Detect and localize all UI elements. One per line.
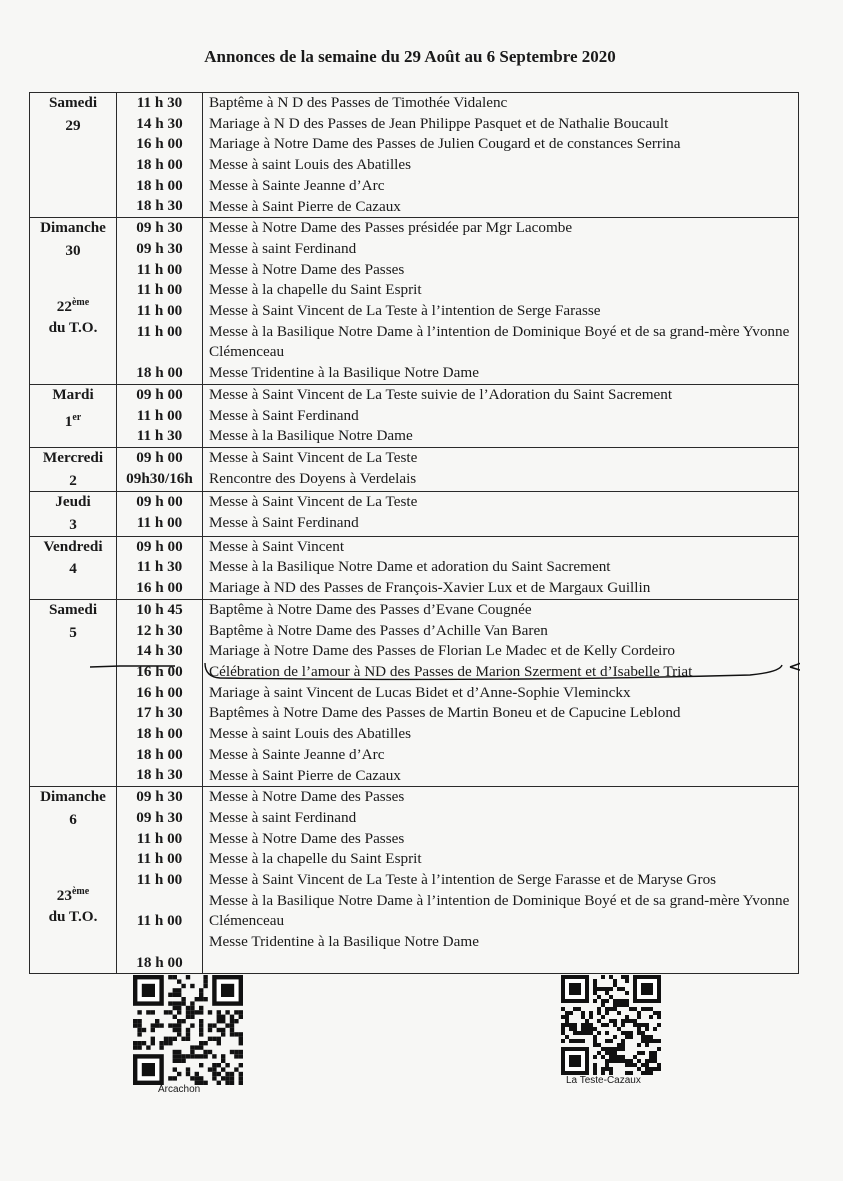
times-cell	[117, 93, 203, 218]
event-description: Célébration de l’amour à ND des Passes de Marion Szerment et d’Isabelle Triat	[209, 662, 693, 680]
event-description: Mariage à Notre Dame des Passes de Julien Cougard et de constances Serrina	[209, 135, 681, 153]
day-name: Jeudi	[55, 493, 91, 511]
event-description: Mariage à N D des Passes de Jean Philippe Pasquet et de Nathalie Boucault	[209, 114, 669, 132]
event-description: Messe à Saint Vincent de La Teste	[209, 493, 418, 511]
event-time: 11 h 00	[136, 870, 183, 888]
day-row	[30, 218, 799, 385]
times-cell	[117, 787, 203, 974]
event-time: 11 h 00	[136, 301, 183, 319]
day-cell	[30, 536, 117, 599]
event-time: 09 h 30	[136, 808, 183, 826]
event-description: Messe à Notre Dame des Passes	[209, 829, 405, 847]
times-cell	[117, 218, 203, 385]
event-time: 11 h 30	[136, 558, 183, 576]
event-time: 09h30/16h	[126, 469, 193, 487]
event-time: 18 h 00	[136, 745, 183, 763]
event-time: 16 h 00	[136, 135, 183, 153]
event-description: Messe à Sainte Jeanne d’Arc	[209, 745, 385, 763]
event-time: 14 h 30	[136, 642, 183, 660]
event-time	[117, 932, 202, 953]
event-time: 11 h 00	[136, 850, 183, 868]
day-name: Mardi	[52, 385, 94, 403]
event-description: Baptême à Notre Dame des Passes d’Achille Van Baren	[209, 621, 548, 639]
event-time: 11 h 00	[136, 514, 183, 532]
day-name: Vendredi	[43, 537, 103, 555]
event-time: 09 h 30	[136, 239, 183, 257]
day-row	[30, 536, 799, 599]
event-time: 18 h 00	[136, 725, 183, 742]
event-description: Mariage à saint Vincent de Lucas Bidet et d’Anne-Sophie Vleminckx	[209, 683, 631, 701]
event-time: 18 h 00	[136, 364, 183, 382]
events-cell	[203, 787, 799, 974]
event-description: Messe à Saint Pierre de Cazaux	[209, 197, 401, 215]
events-cell	[203, 93, 799, 218]
events-cell	[203, 536, 799, 599]
day-row	[30, 599, 799, 786]
event-description: Messe à Sainte Jeanne d’Arc	[209, 176, 385, 194]
event-time: 09 h 00	[136, 448, 183, 466]
events-cell	[203, 599, 799, 786]
event-time: 16 h 00	[136, 662, 183, 680]
event-description: Messe à Saint Vincent	[209, 537, 345, 555]
event-description: Rencontre des Doyens à Verdelais	[209, 469, 417, 487]
qr-code-arcachon	[133, 975, 243, 1085]
day-number: 3	[69, 516, 77, 534]
event-time	[117, 891, 202, 912]
day-cell	[30, 599, 117, 786]
event-time: 12 h 30	[136, 621, 183, 639]
day-cell	[30, 492, 117, 536]
day-number: 4	[69, 560, 77, 578]
event-description: Messe à Saint Vincent de La Teste à l’intention de Serge Farasse et de Maryse Gros	[209, 871, 717, 889]
event-time: 09 h 00	[136, 537, 183, 555]
event-description: Messe à Saint Vincent de La Teste suivie de l’Adoration du Saint Sacrement	[209, 385, 673, 403]
events-cell	[203, 384, 799, 447]
day-row	[30, 492, 799, 536]
event-time: 16 h 00	[136, 579, 183, 597]
event-description: Messe à la Basilique Notre Dame et adoration du Saint Sacrement	[209, 558, 611, 576]
event-description: Messe Tridentine à la Basilique Notre Dame	[209, 364, 479, 382]
event-description: Messe à saint Louis des Abatilles	[209, 725, 412, 743]
event-description: Messe à la Basilique Notre Dame à l’intention de Dominique Boyé et de sa grand-mère Yvonne Clémenceau	[209, 891, 790, 930]
page-title: Annonces de la semaine du 29 Août au 6 Septembre 2020	[204, 47, 616, 66]
event-time: 09 h 30	[136, 219, 183, 237]
day-number: 2	[69, 471, 77, 489]
day-name: Dimanche	[40, 788, 106, 806]
event-time: 18 h 00	[136, 953, 183, 971]
event-description: Messe à la chapelle du Saint Esprit	[209, 281, 422, 299]
day-cell	[30, 218, 117, 385]
event-time: 18 h 00	[136, 156, 183, 174]
day-number: 1er	[64, 411, 82, 430]
event-time: 11 h 00	[136, 829, 183, 847]
day-row	[30, 93, 799, 218]
day-number: 30	[65, 241, 81, 259]
event-description: Mariage à ND des Passes de François-Xavier Lux et de Margaux Guillin	[209, 579, 651, 597]
event-time: 11 h 00	[136, 260, 183, 278]
day-cell	[30, 787, 117, 974]
event-description: Messe à Saint Ferdinand	[209, 406, 359, 424]
day-cell	[30, 93, 117, 218]
events-cell	[203, 218, 799, 385]
times-cell	[117, 492, 203, 536]
event-description: Messe à Notre Dame des Passes	[209, 788, 405, 806]
day-row	[30, 447, 799, 491]
event-description: Mariage à Notre Dame des Passes de Florian Le Madec et de Kelly Cordeiro	[209, 642, 676, 660]
event-description: Messe à saint Louis des Abatilles	[209, 156, 412, 174]
event-time: 16 h 00	[136, 683, 183, 701]
times-cell	[117, 384, 203, 447]
event-description: Messe à Saint Ferdinand	[209, 514, 359, 532]
event-time: 14 h 30	[136, 114, 183, 132]
qr-code-la-teste	[556, 975, 666, 1075]
qr-label-la-teste: La Teste-Cazaux	[566, 1075, 641, 1086]
event-description: Baptême à N D des Passes de Timothée Vidalenc	[209, 94, 508, 111]
event-time: 11 h 00	[136, 281, 183, 299]
event-time: 11 h 00	[136, 322, 183, 340]
event-description: Messe Tridentine à la Basilique Notre Dame	[209, 933, 479, 951]
day-name: Samedi	[48, 600, 98, 618]
liturgical-week: 23ème du T.O.	[48, 885, 98, 925]
event-description: Messe à saint Ferdinand	[209, 239, 357, 257]
day-number: 5	[69, 623, 77, 641]
day-name: Mercredi	[42, 448, 104, 466]
day-name: Samedi	[48, 94, 98, 111]
day-cell	[30, 447, 117, 491]
liturgical-week: 22ème du T.O.	[48, 296, 98, 336]
event-description: Messe à Notre Dame des Passes	[209, 260, 405, 278]
day-number: 6	[69, 810, 77, 828]
event-description: Baptêmes à Notre Dame des Passes de Martin Boneu et de Capucine Leblond	[209, 704, 681, 722]
events-cell	[203, 492, 799, 536]
event-time: 09 h 00	[136, 385, 183, 403]
event-time	[117, 342, 202, 363]
day-row	[30, 384, 799, 447]
event-time: 10 h 45	[136, 600, 183, 618]
event-description: Messe à Saint Vincent de La Teste à l’intention de Serge Farasse	[209, 302, 601, 320]
event-description: Messe à la chapelle du Saint Esprit	[209, 850, 422, 868]
times-cell	[117, 447, 203, 491]
times-cell	[117, 599, 203, 786]
event-description: Messe à saint Ferdinand	[209, 808, 357, 826]
times-cell	[117, 536, 203, 599]
event-description: Messe à la Basilique Notre Dame à l’intention de Dominique Boyé et de sa grand-mère Yvonne Clémenceau	[209, 322, 790, 361]
day-number: 29	[65, 116, 81, 134]
event-time: 11 h 30	[136, 427, 183, 445]
event-description: Messe à la Basilique Notre Dame	[209, 427, 413, 445]
event-time: 17 h 30	[136, 704, 183, 722]
event-time: 18 h 00	[136, 176, 183, 194]
event-description: Messe à Saint Vincent de La Teste	[209, 448, 418, 466]
qr-label-arcachon: Arcachon	[158, 1084, 201, 1095]
day-row	[30, 787, 799, 974]
event-description: Baptême à Notre Dame des Passes d’Evane Cougnée	[209, 600, 532, 618]
event-description: Messe à Saint Pierre de Cazaux	[209, 766, 401, 784]
event-time: 11 h 30	[136, 94, 183, 111]
event-description: Messe à Notre Dame des Passes présidée par Mgr Lacombe	[209, 219, 573, 237]
day-name: Dimanche	[40, 219, 106, 237]
handwritten-strike-mark	[90, 655, 800, 685]
event-time: 11 h 00	[136, 406, 183, 424]
schedule-table	[29, 92, 799, 974]
event-time: 18 h 30	[136, 197, 183, 215]
event-time: 18 h 30	[136, 766, 183, 784]
event-time: 11 h 00	[136, 912, 183, 930]
events-cell	[203, 447, 799, 491]
event-time: 09 h 30	[136, 788, 183, 806]
event-time: 09 h 00	[136, 493, 183, 511]
day-cell	[30, 384, 117, 447]
